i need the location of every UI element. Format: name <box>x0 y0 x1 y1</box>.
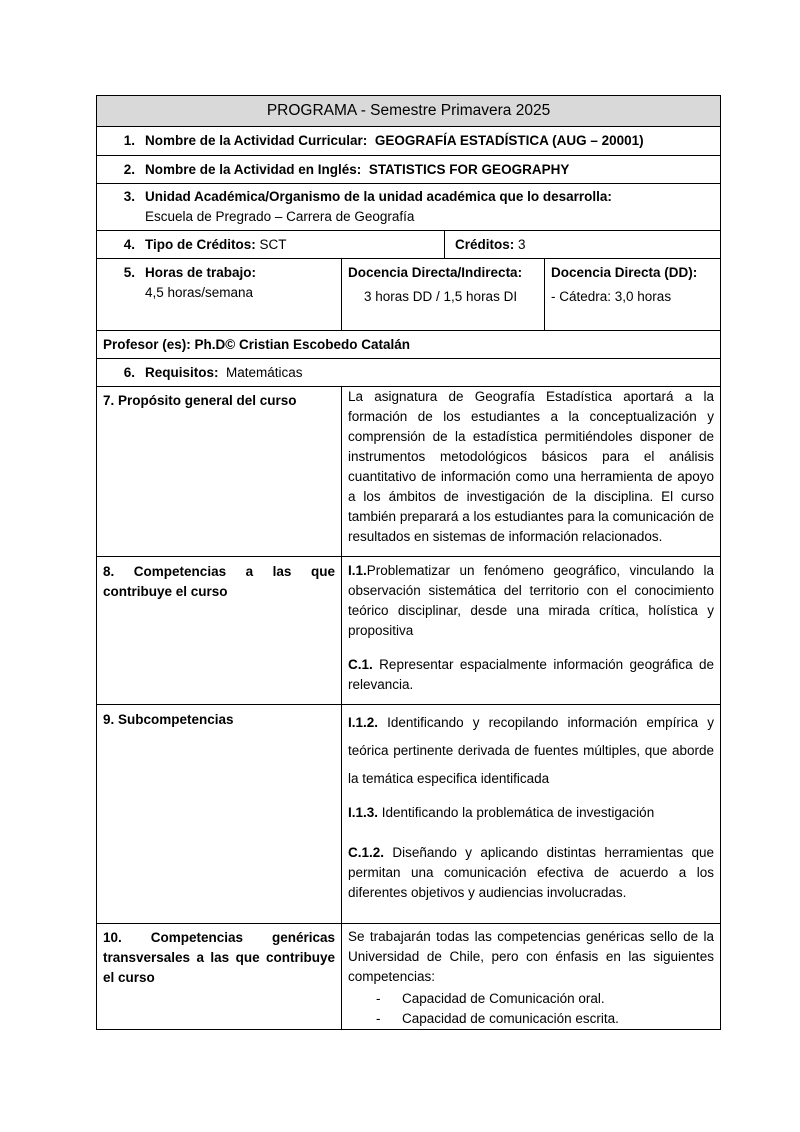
work-hours-value: 4,5 horas/semana <box>145 285 254 300</box>
row-competencies <box>97 557 721 705</box>
row-number: 3. <box>123 189 135 204</box>
row-activity-english <box>97 156 721 184</box>
competencies-label: 8. Competencias a las que contribuye el curso <box>97 557 342 705</box>
subcompetency-code: I.1.2. <box>348 715 379 730</box>
program-document <box>96 95 720 1030</box>
subcompetency-i12 <box>348 709 714 793</box>
subcompetency-text: Diseñando y aplicando distintas herramientas que permitan una comunicación efectiva de acuerdo a los diferentes objetivos y audiencias involucradas. <box>348 845 715 900</box>
row-generic-competencies <box>97 924 721 1030</box>
work-hours-label: Horas de trabajo: <box>145 265 257 280</box>
row-subcompetencies <box>97 705 721 924</box>
activity-name-label: Nombre de la Actividad Curricular: <box>145 133 368 148</box>
subcompetencies-label: 9. Subcompetencias <box>97 705 342 924</box>
competency-code: I.1. <box>348 563 367 578</box>
list-item: - Capacidad de comunicación escrita. <box>376 1009 714 1029</box>
credit-type-label: Tipo de Créditos: <box>145 236 256 252</box>
credit-type-value: SCT <box>259 236 287 252</box>
direct-teaching-label: Docencia Directa (DD): <box>551 265 698 280</box>
program-header-row <box>97 96 721 127</box>
generic-competencies-text: Se trabajarán todas las competencias genéricas sello de la Universidad de Chile, pero con énfasis en las siguientes competencias: <box>348 929 715 984</box>
row-credits <box>97 231 721 259</box>
program-title: PROGRAMA - Semestre Primavera 2025 <box>97 96 721 127</box>
row-academic-unit <box>97 184 721 231</box>
competency-text: Representar espacialmente información geográfica de relevancia. <box>348 657 715 692</box>
competency-text: Problematizar un fenómeno geográfico, vinculando la observación sistemática del territorio con el conocimiento teórico disciplinar, desde una mirada crítica, holística y propositiva <box>348 563 715 638</box>
subcompetency-code: I.1.3. <box>348 805 379 820</box>
program-table <box>96 95 721 1030</box>
row-work-hours <box>97 259 721 331</box>
activity-name-value: GEOGRAFÍA ESTADÍSTICA (AUG – 20001) <box>374 133 644 148</box>
competency-c1 <box>348 655 714 695</box>
credits-value: 3 <box>518 236 526 252</box>
row-requirements <box>97 359 721 387</box>
purpose-text: La asignatura de Geografía Estadística aportará a la formación de los estudiantes a la conceptualización y comprensión de la estadística permitiéndoles disponer de instrumentos metodológicos básicos para el análisis cuantitativo de información como una herramienta de apoyo a los ámbitos de investigación de la disciplina. El curso también preparará a los estudiantes para la comunicación de resultados en sistemas de información relacionados. <box>342 387 721 557</box>
direct-teaching-value: - Cátedra: 3,0 horas <box>551 289 672 304</box>
teaching-label: Docencia Directa/Indirecta: <box>348 265 523 280</box>
list-item: - Capacidad de Comunicación oral. <box>376 989 714 1009</box>
requirements-label: Requisitos: <box>145 364 219 380</box>
row-number: 5. <box>123 265 135 280</box>
purpose-label: 7. Propósito general del curso <box>97 387 342 557</box>
subcompetency-code: C.1.2. <box>348 845 385 860</box>
row-activity-name <box>97 127 721 156</box>
academic-unit-label: Unidad Académica/Organismo de la unidad académica que lo desarrolla: <box>145 189 612 204</box>
requirements-value: Matemáticas <box>226 364 303 380</box>
professor-text: Profesor (es): Ph.D© Cristian Escobedo Catalán <box>97 331 721 359</box>
row-number: 4. <box>123 236 135 252</box>
generic-competencies-list <box>348 989 714 1029</box>
row-number: 2. <box>123 161 135 177</box>
competency-code: C.1. <box>348 657 373 672</box>
row-number: 1. <box>123 133 135 148</box>
subcompetency-c12 <box>348 843 714 903</box>
activity-english-value: STATISTICS FOR GEOGRAPHY <box>368 161 570 177</box>
activity-english-label: Nombre de la Actividad en Inglés: <box>145 161 362 177</box>
subcompetency-text: Identificando y recopilando información empírica y teórica pertinente derivada de fuentes múltiples, que aborde la temática especifica identificada <box>348 715 715 786</box>
credits-label: Créditos: <box>455 236 515 252</box>
competency-i1 <box>348 561 714 641</box>
row-purpose <box>97 387 721 557</box>
teaching-value: 3 horas DD / 1,5 horas DI <box>364 289 518 304</box>
row-number: 6. <box>123 364 135 380</box>
row-professor <box>97 331 721 359</box>
subcompetency-text: Identificando la problemática de investigación <box>378 805 655 820</box>
subcompetency-i13 <box>348 803 714 823</box>
academic-unit-value: Escuela de Pregrado – Carrera de Geografía <box>145 209 415 224</box>
generic-competencies-label: 10. Competencias genéricas transversales a las que contribuye el curso <box>97 924 342 1030</box>
